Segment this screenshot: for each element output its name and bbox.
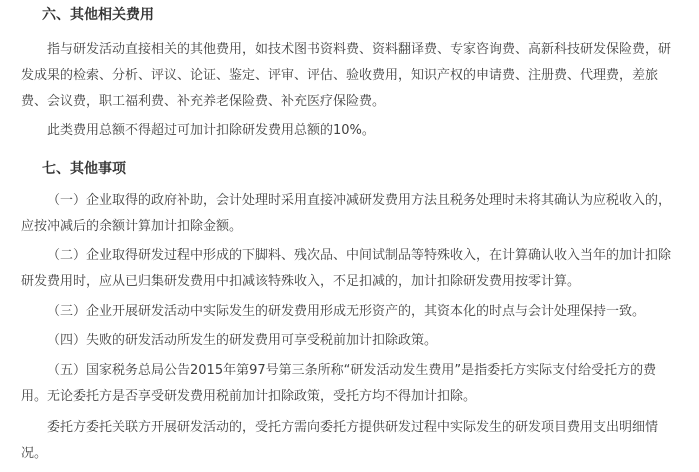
paragraph-line: 况。 xyxy=(21,446,48,461)
paragraph-line: 研发费用时，应从已归集研发费用中扣减该特殊收入，不足扣减的，加计扣除研发费用按零计算。 xyxy=(21,274,581,289)
paragraph-line: 用。无论委托方是否享受研发费用税前加计扣除政策，受托方均不得加计扣除。 xyxy=(21,389,477,404)
paragraph-line: 委托方委托关联方开展研发活动的，受托方需向委托方提供研发过程中实际发生的研发项目费用支出明细情 xyxy=(47,420,659,435)
section-heading-other-matters: 七、其他事项 xyxy=(42,161,126,177)
paragraph-line: 指与研发活动直接相关的其他费用，如技术图书资料费、资料翻译费、专家咨询费、高新科技研发保险费，研 xyxy=(47,42,672,57)
paragraph-line: （四）失败的研发活动所发生的研发费用可享受税前加计扣除政策。 xyxy=(47,333,438,348)
paragraph-line: 此类费用总额不得超过可加计扣除研发费用总额的10%。 xyxy=(47,123,375,138)
paragraph-line: （一）企业取得的政府补助，会计处理时采用直接冲减研发费用方法且税务处理时未将其确认为应税收入的， xyxy=(47,193,672,208)
paragraph-line: 应按冲减后的余额计算加计扣除金额。 xyxy=(21,219,243,234)
paragraph-line: （二）企业取得研发过程中形成的下脚料、残次品、中间试制品等特殊收入，在计算确认收入当年的加计扣除 xyxy=(47,248,672,263)
paragraph-line: 费、会议费，职工福利费、补充养老保险费、补充医疗保险费。 xyxy=(21,94,386,109)
section-heading-other-related-costs: 六、其他相关费用 xyxy=(42,7,154,23)
paragraph-line: （三）企业开展研发活动中实际发生的研发费用形成无形资产的，其资本化的时点与会计处理保持一致。 xyxy=(47,304,646,319)
paragraph-line: 发成果的检索、分析、评议、论证、鉴定、评审、评估、验收费用，知识产权的申请费、注册费、代理费，差旅 xyxy=(21,68,659,83)
paragraph-line: （五）国家税务总局公告2015年第97号第三条所称“研发活动发生费用”是指委托方实际支付给受托方的费 xyxy=(47,363,657,378)
